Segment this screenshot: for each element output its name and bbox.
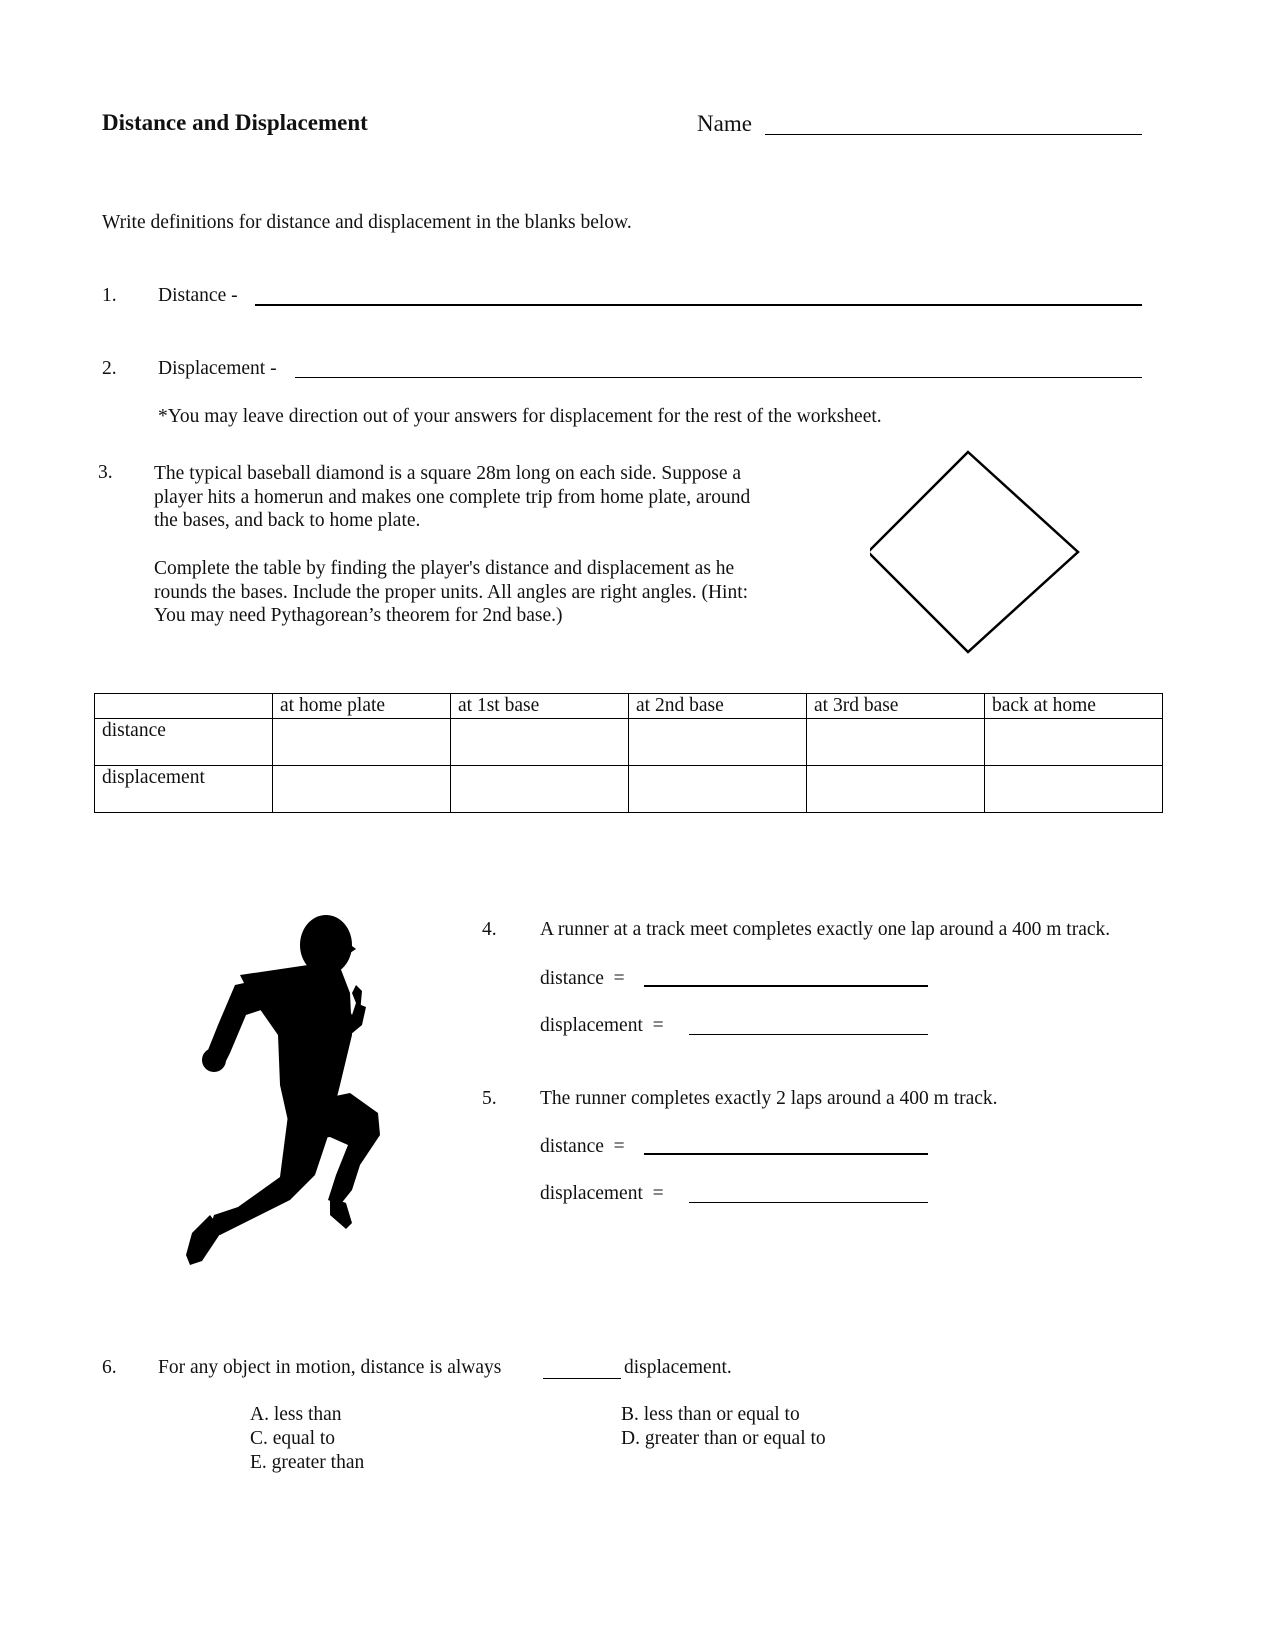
table-row-distance <box>95 719 1163 766</box>
q3-number: 3. <box>98 462 113 483</box>
choice-letter: E. <box>250 1452 267 1473</box>
table-header-cell: at 3rd base <box>807 694 985 719</box>
q6-text-before: For any object in motion, distance is always <box>158 1357 502 1378</box>
baseball-diamond-diagram <box>870 449 1080 659</box>
instructions-text: Write definitions for distance and displacement in the blanks below. <box>102 212 632 233</box>
q3-paragraph-1: The typical baseball diamond is a square 28m long on each side. Suppose a player hits a homerun and makes one complete trip from home plate, around the bases, and back to home plate. <box>154 463 751 531</box>
q4-text: A runner at a track meet completes exactly one lap around a 400 m track. <box>540 919 1111 940</box>
q2-label: Displacement - <box>158 358 277 379</box>
row-label: distance <box>95 719 273 766</box>
name-field[interactable] <box>765 134 1142 135</box>
q2-number: 2. <box>102 358 117 379</box>
answer-cell[interactable] <box>629 719 807 766</box>
answer-cell[interactable] <box>807 719 985 766</box>
name-label: Name <box>697 111 752 136</box>
answer-cell[interactable] <box>985 719 1163 766</box>
q5-displacement-label: displacement = <box>540 1183 664 1204</box>
q4-distance-field[interactable] <box>644 985 928 987</box>
q5-distance-field[interactable] <box>644 1153 928 1155</box>
q1-label: Distance - <box>158 285 238 306</box>
q6-text-after: displacement. <box>624 1357 732 1378</box>
q1-number: 1. <box>102 285 117 306</box>
answer-cell[interactable] <box>985 766 1163 813</box>
choice-text: less than <box>273 1404 342 1425</box>
table-header-row <box>95 694 1163 719</box>
q4-distance-label: distance = <box>540 968 625 989</box>
q5-number: 5. <box>482 1088 497 1109</box>
q5-displacement-field[interactable] <box>689 1202 928 1203</box>
choice-letter: B. <box>621 1404 639 1425</box>
answer-cell[interactable] <box>451 719 629 766</box>
choice-c[interactable] <box>250 1428 335 1450</box>
direction-note: *You may leave direction out of your answers for displacement for the rest of the worksheet. <box>158 406 882 427</box>
choice-letter: A. <box>250 1404 269 1425</box>
q6-number: 6. <box>102 1357 117 1378</box>
choice-b[interactable] <box>621 1404 800 1426</box>
choice-e[interactable] <box>250 1452 364 1474</box>
choice-letter: D. <box>621 1428 640 1449</box>
q4-displacement-label: displacement = <box>540 1015 664 1036</box>
table-header-cell: back at home <box>985 694 1163 719</box>
baseball-table <box>94 693 1163 813</box>
choice-text: less than or equal to <box>643 1404 800 1425</box>
row-label: displacement <box>95 766 273 813</box>
table-header-cell: at 1st base <box>451 694 629 719</box>
q5-text: The runner completes exactly 2 laps around a 400 m track. <box>540 1088 998 1109</box>
q6-answer-blank[interactable] <box>543 1378 621 1379</box>
table-header-cell <box>95 694 273 719</box>
choice-text: greater than or equal to <box>644 1428 826 1449</box>
answer-cell[interactable] <box>629 766 807 813</box>
choice-text: greater than <box>271 1452 365 1473</box>
q4-number: 4. <box>482 919 497 940</box>
answer-cell[interactable] <box>273 719 451 766</box>
runner-silhouette-image <box>180 915 395 1275</box>
table-row-displacement <box>95 766 1163 813</box>
choice-d[interactable] <box>621 1428 826 1450</box>
choice-a[interactable] <box>250 1404 342 1426</box>
choice-text: equal to <box>272 1428 336 1449</box>
answer-cell[interactable] <box>451 766 629 813</box>
q5-distance-label: distance = <box>540 1136 625 1157</box>
choice-letter: C. <box>250 1428 268 1449</box>
worksheet-title: Distance and Displacement <box>102 110 368 135</box>
answer-cell[interactable] <box>807 766 985 813</box>
displacement-definition-field[interactable] <box>295 377 1142 378</box>
q4-displacement-field[interactable] <box>689 1034 928 1035</box>
table-header-cell: at home plate <box>273 694 451 719</box>
table-header-cell: at 2nd base <box>629 694 807 719</box>
distance-definition-field[interactable] <box>255 304 1142 306</box>
q3-paragraph-2: Complete the table by finding the player's distance and displacement as he rounds the bases. Include the proper units. All angles are right angles. (Hint: You may need Pythagorean’s theorem for 2nd base.) <box>154 558 749 626</box>
answer-cell[interactable] <box>273 766 451 813</box>
